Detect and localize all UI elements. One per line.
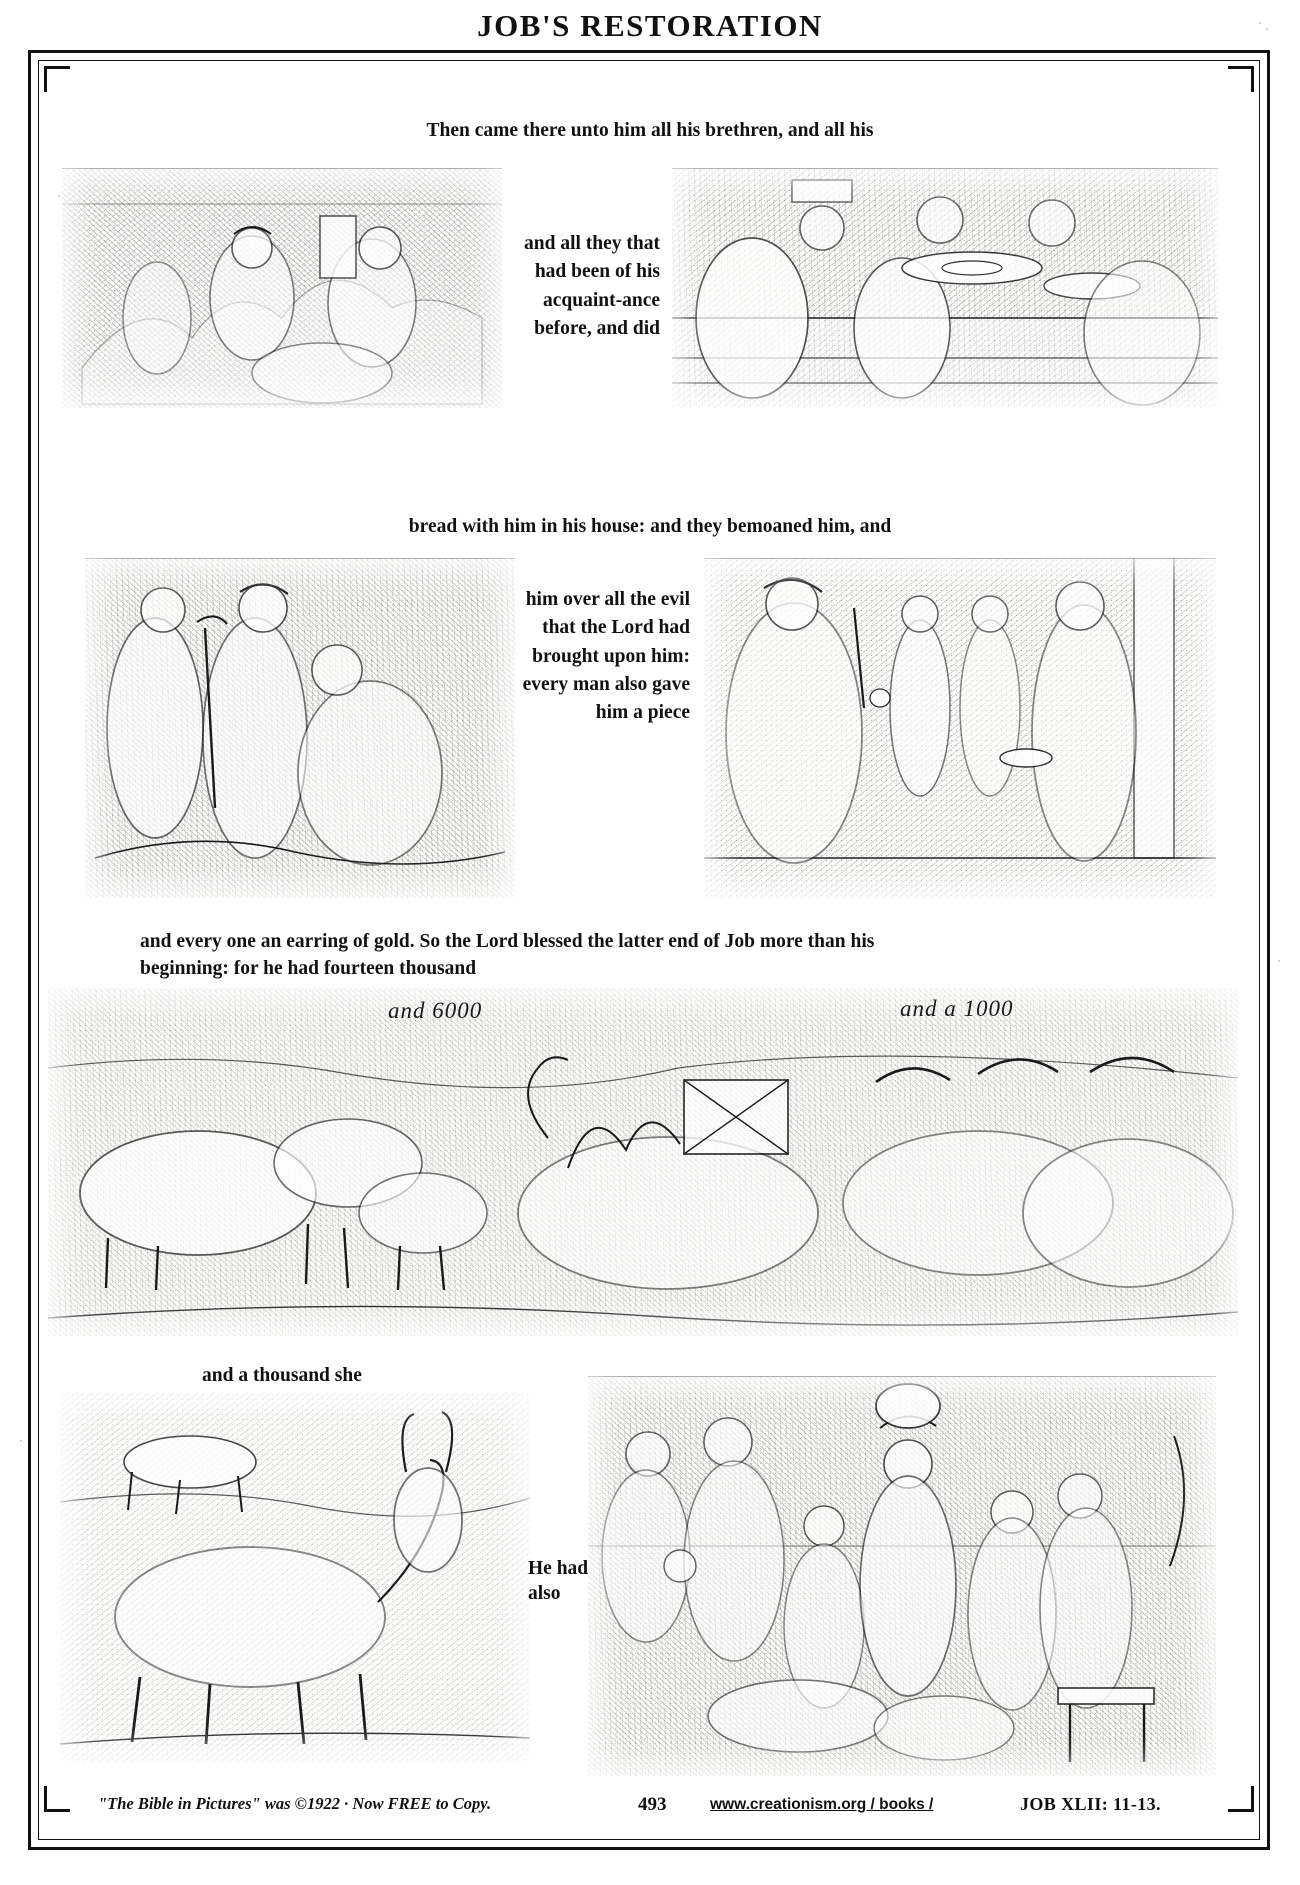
caption-line-4: and a thousand she xyxy=(202,1365,362,1386)
illustration-feast xyxy=(672,168,1218,408)
illustration-bemoaning xyxy=(85,558,515,898)
illustration-family xyxy=(588,1376,1216,1776)
caption-line-2: bread with him in his house: and they bemoaned him, and xyxy=(408,516,892,537)
copyright-credit: "The Bible in Pictures" was ©1922 · Now FREE to Copy. xyxy=(98,1794,492,1813)
caption-line-3a: and every one an earring of gold. So the Lord blessed the latter end of Job more than his xyxy=(140,931,875,952)
scan-speck xyxy=(1278,960,1280,962)
caption-line-1: Then came there unto him all his brethren, and all his xyxy=(426,120,874,141)
scan-speck xyxy=(1266,28,1268,30)
caption-line-3b: beginning: for he had fourteen thousand xyxy=(140,958,477,979)
scan-speck xyxy=(58,195,60,197)
caption-he-had-also: He had also xyxy=(528,1558,589,1605)
caption-block-right-2: him over all the evil that the Lord had brought upon him: every man also gave him a piece xyxy=(522,589,690,724)
annotation-oxen: and a 1000 xyxy=(900,996,1014,1021)
source-website-link[interactable]: www.creationism.org / books / xyxy=(710,1796,934,1813)
caption-block-right-1: and all they that had been of his acquaint-ance before, and did xyxy=(524,233,660,339)
scan-speck xyxy=(20,1440,22,1442)
corner-mark-top-right xyxy=(1228,66,1254,92)
corner-mark-top-left xyxy=(44,66,70,92)
annotation-camels: and 6000 xyxy=(388,998,483,1023)
scripture-reference: JOB XLII: 11-13. xyxy=(1020,1794,1161,1814)
page-footer xyxy=(60,1792,1240,1822)
scan-speck xyxy=(1259,22,1261,24)
illustration-kinswomen xyxy=(62,168,502,408)
illustration-herds xyxy=(48,988,1238,1336)
illustration-gift-of-gold xyxy=(704,558,1216,898)
page-title: JOB'S RESTORATION xyxy=(477,8,823,43)
page-number: 493 xyxy=(638,1794,667,1815)
illustration-asses xyxy=(60,1392,530,1762)
